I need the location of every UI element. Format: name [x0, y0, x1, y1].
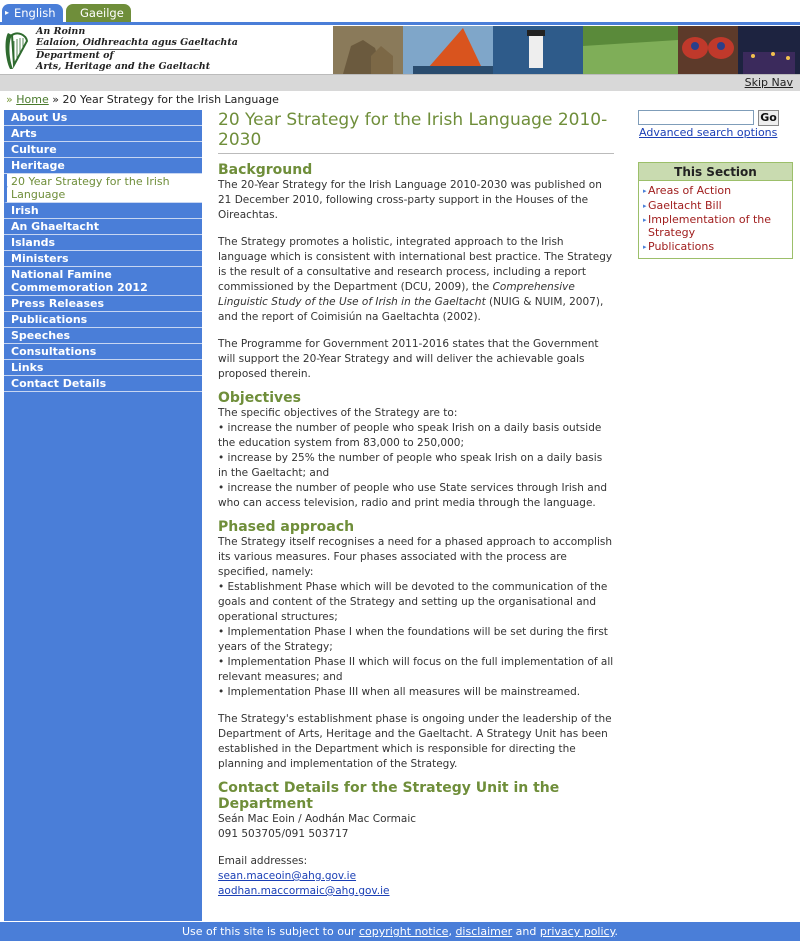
search-go-button[interactable]: Go	[758, 110, 779, 126]
skip-nav-bar	[0, 74, 800, 91]
copyright-notice-link[interactable]: copyright notice	[358, 925, 449, 938]
language-tabs	[0, 0, 800, 22]
this-section-item-areas-of-action[interactable]	[643, 185, 788, 198]
phase-item: • Establishment Phase which will be devoted to the communication of the goals and content of the Strategy and setting up the organisational and operational structures;	[218, 581, 608, 623]
sidebar-item-press-releases[interactable]: Press Releases	[4, 296, 202, 312]
department-name	[36, 27, 238, 72]
sidebar-item-ministers[interactable]: Ministers	[4, 251, 202, 267]
this-section-item-label: Publications	[648, 240, 715, 253]
contact-block	[218, 812, 614, 842]
search-input[interactable]	[638, 110, 754, 125]
objective-item: • increase by 25% the number of people who speak Irish on a daily basis in the Gaeltacht; and	[218, 452, 603, 479]
this-section-title: This Section	[639, 163, 792, 181]
skip-nav-link[interactable]: Skip Nav	[744, 76, 793, 89]
advanced-search-link[interactable]: Advanced search options	[639, 126, 778, 139]
dept-line-1: An Roinn	[36, 26, 86, 37]
background-paragraph-1: The 20-Year Strategy for the Irish Language 2010-2030 was published on 21 December 2010, following cross-party support in the Houses of the Oireachtas.	[218, 179, 602, 221]
site-footer	[0, 922, 800, 941]
sidebar-item-speeches[interactable]: Speeches	[4, 328, 202, 344]
breadcrumb	[6, 93, 279, 106]
sidebar-item-20-year-strategy[interactable]	[4, 174, 202, 203]
background-paragraph-3: The Programme for Government 2011-2016 states that the Government will support the 20-Year Strategy and will deliver the achievable goals proposed therein.	[218, 338, 599, 380]
sidebar-item-irish[interactable]: Irish	[4, 203, 202, 219]
disclaimer-link[interactable]: disclaimer	[455, 925, 513, 938]
dept-line-2: Ealaíon, Oidhreachta agus Gaeltachta	[36, 36, 238, 48]
sidebar-item-an-ghaeltacht[interactable]: An Ghaeltacht	[4, 219, 202, 235]
section-heading-background: Background	[218, 162, 313, 178]
dept-line-4: Arts, Heritage and the Gaeltacht	[36, 60, 211, 72]
main-content	[218, 110, 614, 899]
this-section-item-gaeltacht-bill[interactable]	[643, 200, 788, 213]
footer-text: ,	[448, 925, 456, 938]
section-heading-phased-approach: Phased approach	[218, 519, 355, 535]
contact-phones: 091 503705/091 503717	[218, 828, 349, 840]
background-paragraph-2	[218, 235, 614, 325]
arrow-right-icon: ▸	[4, 182, 9, 191]
footer-text: .	[614, 925, 619, 938]
tab-english[interactable]	[2, 4, 63, 22]
bullet-arrow-icon: ▸	[643, 243, 647, 251]
sidebar-item-publications[interactable]: Publications	[4, 312, 202, 328]
bg-p2-text-b: (NUIG & NUIM, 2007), and the report of Coimisiún na Gaeltachta (2002).	[218, 296, 604, 323]
email-block	[218, 854, 614, 899]
breadcrumb-separator: »	[6, 93, 13, 106]
sidebar-nav	[4, 110, 202, 921]
breadcrumb-current: 20 Year Strategy for the Irish Language	[62, 93, 279, 106]
objective-item: • increase the number of people who use State services through Irish and who can access television, radio and print media through the language.	[218, 482, 608, 509]
phase-item: • Implementation Phase I when the foundations will be set during the first years of the Strategy;	[218, 626, 608, 653]
site-header	[0, 22, 800, 74]
page-title: 20 Year Strategy for the Irish Language 2010-2030	[218, 110, 614, 154]
section-heading-objectives: Objectives	[218, 390, 301, 406]
sidebar-item-heritage[interactable]: Heritage	[4, 158, 202, 174]
this-section-item-label: Implementation of the Strategy	[648, 213, 771, 239]
email-link-aodhan[interactable]: aodhan.maccormaic@ahg.gov.ie	[218, 885, 390, 897]
sidebar-item-famine-commemoration[interactable]: National Famine Commemoration 2012	[4, 267, 202, 296]
phase-item: • Implementation Phase III when all measures will be mainstreamed.	[218, 686, 581, 698]
phased-block	[218, 535, 614, 700]
objective-item: • increase the number of people who speak Irish on a daily basis outside the education system from 83,000 to 250,000;	[218, 422, 602, 449]
breadcrumb-home-link[interactable]: Home	[16, 93, 49, 106]
harp-logo-icon[interactable]	[2, 29, 30, 71]
footer-text: Use of this site is subject to our	[181, 925, 359, 938]
this-section-item-label: Areas of Action	[648, 184, 732, 197]
this-section-item-publications[interactable]	[643, 241, 788, 254]
sidebar-item-contact-details[interactable]: Contact Details	[4, 376, 202, 392]
email-link-sean[interactable]: sean.maceoin@ahg.gov.ie	[218, 870, 357, 882]
sidebar-item-arts[interactable]: Arts	[4, 126, 202, 142]
email-label: Email addresses:	[218, 855, 308, 867]
objectives-block	[218, 406, 614, 511]
sidebar-item-about-us[interactable]: About Us	[4, 110, 202, 126]
bg-p2-study-title: Comprehensive Linguistic Study of the Use of Irish in the Gaeltacht	[218, 281, 575, 308]
section-heading-contact: Contact Details for the Strategy Unit in the Department	[218, 780, 560, 812]
privacy-policy-link[interactable]: privacy policy	[539, 925, 615, 938]
this-section-box	[638, 162, 793, 259]
bullet-arrow-icon: ▸	[643, 201, 647, 210]
contact-names: Seán Mac Eoin / Aodhán Mac Cormaic	[218, 813, 417, 825]
header-banner-image	[333, 26, 800, 74]
this-section-item-label: Gaeltacht Bill	[648, 198, 722, 212]
breadcrumb-separator: »	[52, 93, 59, 106]
sidebar-item-label: 20 Year Strategy for the Irish Language	[11, 175, 170, 201]
this-section-list	[639, 181, 792, 258]
dept-line-3: Department of	[36, 50, 114, 61]
bullet-arrow-icon: ▸	[643, 216, 647, 224]
tab-gaeilge[interactable]	[66, 4, 131, 22]
tab-gaeilge-label: Gaeilge	[80, 6, 124, 20]
sidebar-item-culture[interactable]: Culture	[4, 142, 202, 158]
objectives-intro: The specific objectives of the Strategy are to:	[218, 407, 458, 419]
sidebar-item-links[interactable]: Links	[4, 360, 202, 376]
phased-intro: The Strategy itself recognises a need for a phased approach to accomplish its various measures. Four phases associated with the process are specified, namely:	[218, 536, 613, 578]
phase-item: • Implementation Phase II which will focus on the full implementation of all relevant measures; and	[218, 656, 614, 683]
this-section-item-implementation[interactable]	[643, 214, 788, 239]
bg-p2-text-a: The Strategy promotes a holistic, integrated approach to the Irish language which is consistent with international best practice. The Strategy is the result of a consultative and research process, including a report commissioned by the Department (DCU, 2009), the	[218, 236, 613, 293]
tab-english-label: English	[14, 6, 56, 20]
bullet-arrow-icon: ▸	[643, 187, 647, 195]
arrow-right-icon: ▸	[5, 8, 10, 17]
sidebar-item-islands[interactable]: Islands	[4, 235, 202, 251]
phased-paragraph-2: The Strategy's establishment phase is ongoing under the leadership of the Department of Arts, Heritage and the Gaeltacht. A Strategy Unit has been established in the Department which is responsible for directing the planning and implementation of the Strategy.	[218, 713, 612, 770]
footer-text: and	[512, 925, 540, 938]
sidebar-item-consultations[interactable]: Consultations	[4, 344, 202, 360]
